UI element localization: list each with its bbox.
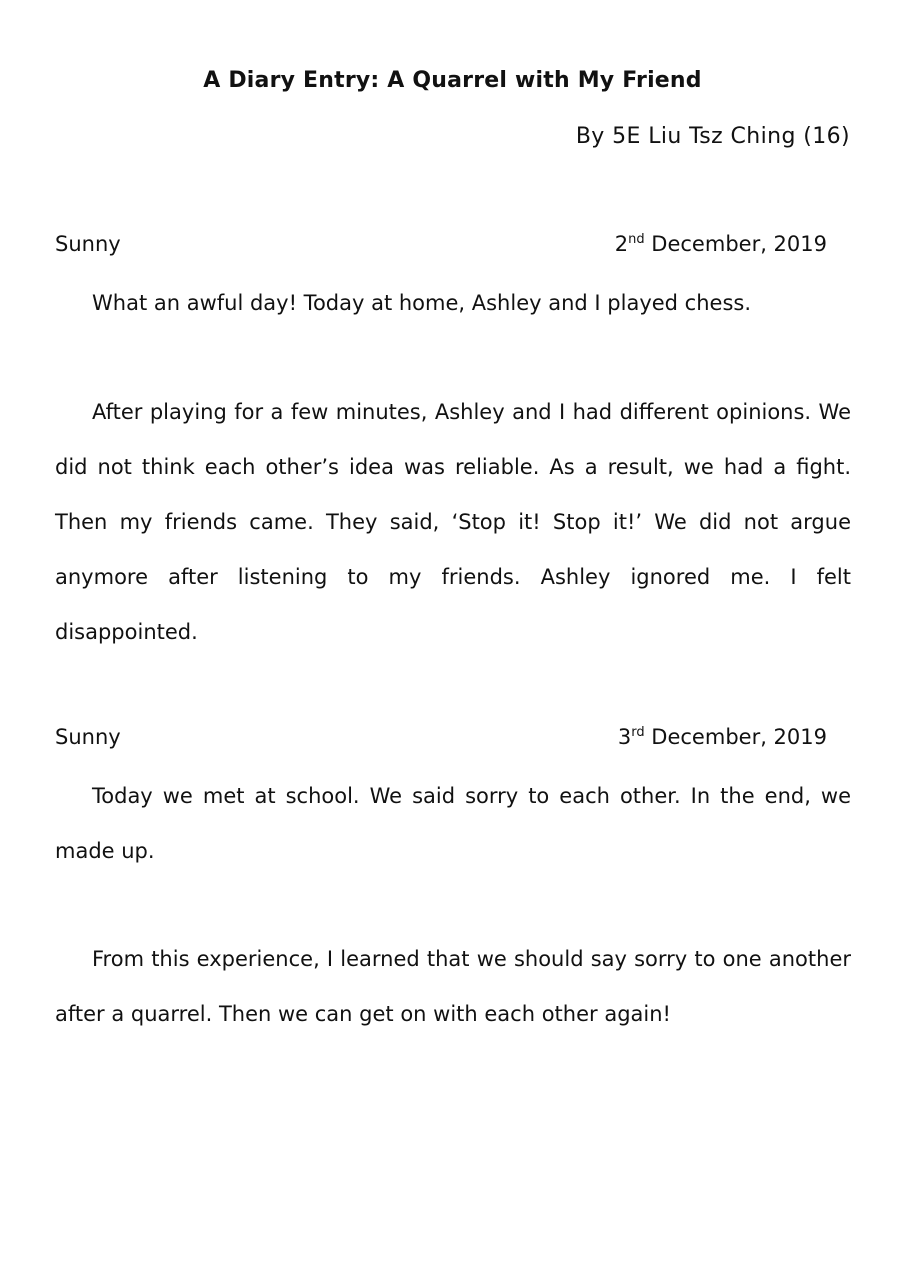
weather-label: Sunny	[55, 725, 121, 749]
entry-date	[618, 725, 827, 749]
entry-date	[615, 232, 827, 256]
entry-header	[55, 232, 827, 264]
author-byline: By 5E Liu Tsz Ching (16)	[575, 124, 850, 149]
entry-header	[55, 725, 827, 757]
document-title: A Diary Entry: A Quarrel with My Friend	[203, 68, 702, 93]
date-suffix: rd	[631, 725, 645, 740]
date-day: 3	[617, 725, 632, 749]
entry-paragraph: From this experience, I learned that we should say sorry to one another after a quarrel. Then we can get on with each other again!	[55, 947, 851, 1026]
entry-paragraph: What an awful day! Today at home, Ashley and I played chess.	[92, 291, 751, 315]
date-suffix: nd	[628, 232, 645, 247]
date-day: 2	[614, 232, 629, 256]
date-rest: December, 2019	[644, 725, 827, 749]
date-rest: December, 2019	[644, 232, 827, 256]
entry-paragraph: Today we met at school. We said sorry to each other. In the end, we made up.	[55, 784, 851, 863]
entry-paragraph: After playing for a few minutes, Ashley and I had different opinions. We did not think each other’s idea was reliable. As a result, we had a fight. Then my friends came. They said, ‘Stop it! Stop it!’ We did not argue anymore after listening to my friends. Ashley ignored me. I felt disappointed.	[55, 400, 851, 644]
weather-label: Sunny	[55, 232, 121, 256]
